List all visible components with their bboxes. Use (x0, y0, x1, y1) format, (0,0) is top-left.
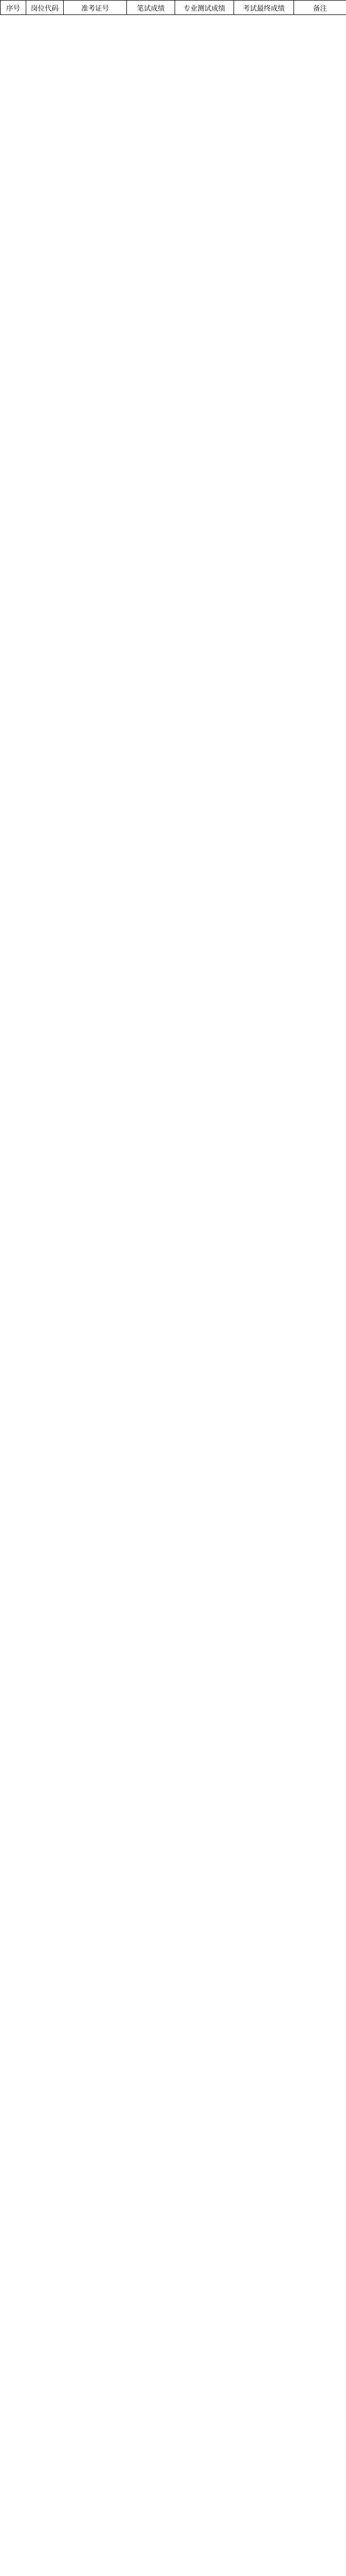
header-admission-ticket-number: 准考证号 (64, 1, 127, 15)
header-row (1, 1, 346, 15)
header-serial-number: 序号 (1, 1, 26, 15)
score-table (0, 0, 346, 15)
header-professional-test-score: 专业测试成绩 (175, 1, 234, 15)
header-remarks: 备注 (294, 1, 346, 15)
header-written-exam-score: 笔试成绩 (127, 1, 175, 15)
header-final-score: 考试最终成绩 (234, 1, 294, 15)
header-position-code: 岗位代码 (26, 1, 64, 15)
